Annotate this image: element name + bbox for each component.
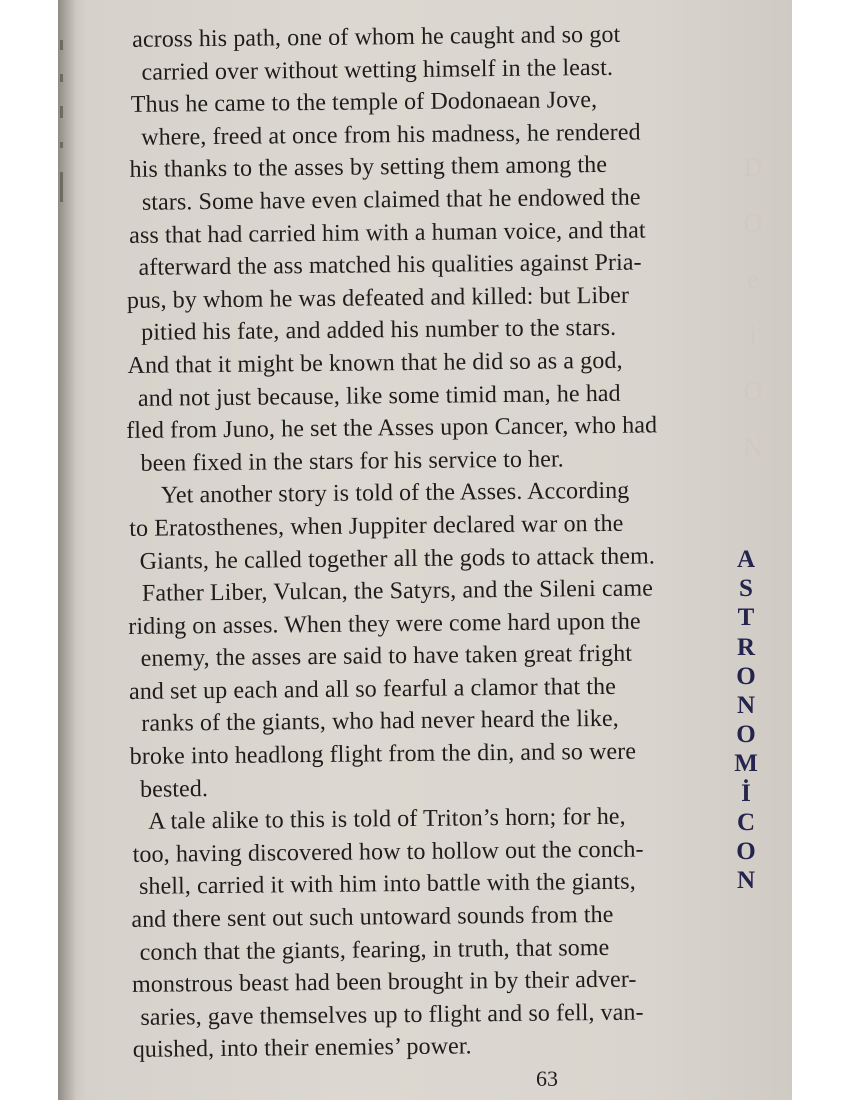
title-letter: O — [736, 838, 756, 866]
text-line: where, freed at once from his madness, he rendered — [141, 119, 641, 151]
text-line: monstrous beast had been brought in by their adver- — [131, 966, 637, 999]
title-letter: N — [736, 692, 756, 720]
title-letter: R — [736, 633, 756, 661]
text-line: riding on asses. When they were come hard upon the — [128, 608, 641, 640]
title-letter: A — [736, 546, 756, 573]
page-number: 63 — [536, 1066, 558, 1091]
title-letter: N — [736, 867, 756, 895]
text-line: pus, by whom he was defeated and killed: but Liber — [126, 282, 630, 314]
text-line: conch that the giants, fearing, in truth, that some — [139, 934, 610, 966]
text-line: across his path, one of whom he caught and so got — [132, 21, 621, 53]
text-line: too, having discovered how to hollow out the conch- — [132, 836, 644, 868]
text-line: shell, carried it with him into battle with the giants, — [138, 869, 636, 901]
text-line: and not just because, like some timid man, he had — [137, 380, 621, 412]
text-line: ranks of the giants, who had never heard the like, — [141, 706, 619, 738]
title-letter: O — [736, 662, 756, 690]
text-line: afterward the ass matched his qualities against Pria- — [138, 249, 642, 281]
page-gutter — [58, 0, 76, 1100]
title-letter: S — [739, 575, 753, 603]
text-line: pitied his fate, and added his number to the stars. — [141, 315, 617, 347]
text-line: fled from Juno, he set the Asses upon Cancer, who had — [126, 412, 658, 445]
title-letter: M — [734, 750, 758, 778]
text-line: stars. Some have even claimed that he endowed the — [141, 184, 641, 216]
title-letter: O — [736, 721, 756, 749]
running-title-vertical — [724, 545, 768, 895]
title-letter: C — [736, 808, 756, 836]
text-line: Thus he came to the temple of Dodonaean Jove, — [130, 87, 598, 119]
text-line: A tale alike to this is told of Triton’s horn; for he, — [148, 803, 626, 835]
text-line: bested. — [139, 775, 209, 803]
text-line: to Eratosthenes, when Juppiter declared war on the — [129, 510, 624, 542]
text-line: and there sent out such untoward sounds from the — [131, 901, 614, 933]
book-page — [58, 0, 792, 1100]
text-line: Yet another story is told of the Asses. According — [160, 478, 630, 509]
text-line: saries, gave themselves up to flight and so fell, van- — [140, 999, 644, 1031]
text-line: quished, into their enemies’ power. — [132, 1033, 472, 1064]
text-line: been fixed in the stars for his service to her. — [140, 446, 564, 477]
text-line: carried over without wetting himself in the least. — [141, 54, 614, 86]
text-line: Giants, he called together all the gods to attack them. — [139, 542, 656, 575]
show-through-from-reverse-page: D O e i O N — [743, 153, 763, 462]
text-line: And that it might be known that he did so as a god, — [127, 347, 623, 379]
text-line: ass that had carried him with a human voice, and that — [129, 217, 646, 249]
text-line: his thanks to the asses by setting them among the — [129, 152, 608, 184]
title-letter: İ — [741, 779, 751, 807]
text-line: and set up each and all so fearful a clamor that the — [128, 673, 617, 705]
text-line: enemy, the asses are said to have taken great fright — [140, 640, 633, 673]
gutter-bleed-marks — [60, 40, 70, 226]
body-text — [120, 18, 731, 1067]
text-line: Father Liber, Vulcan, the Satyrs, and the Sileni came — [141, 575, 654, 607]
title-letter: T — [737, 604, 755, 632]
text-line: broke into headlong flight from the din, and so were — [129, 738, 637, 771]
